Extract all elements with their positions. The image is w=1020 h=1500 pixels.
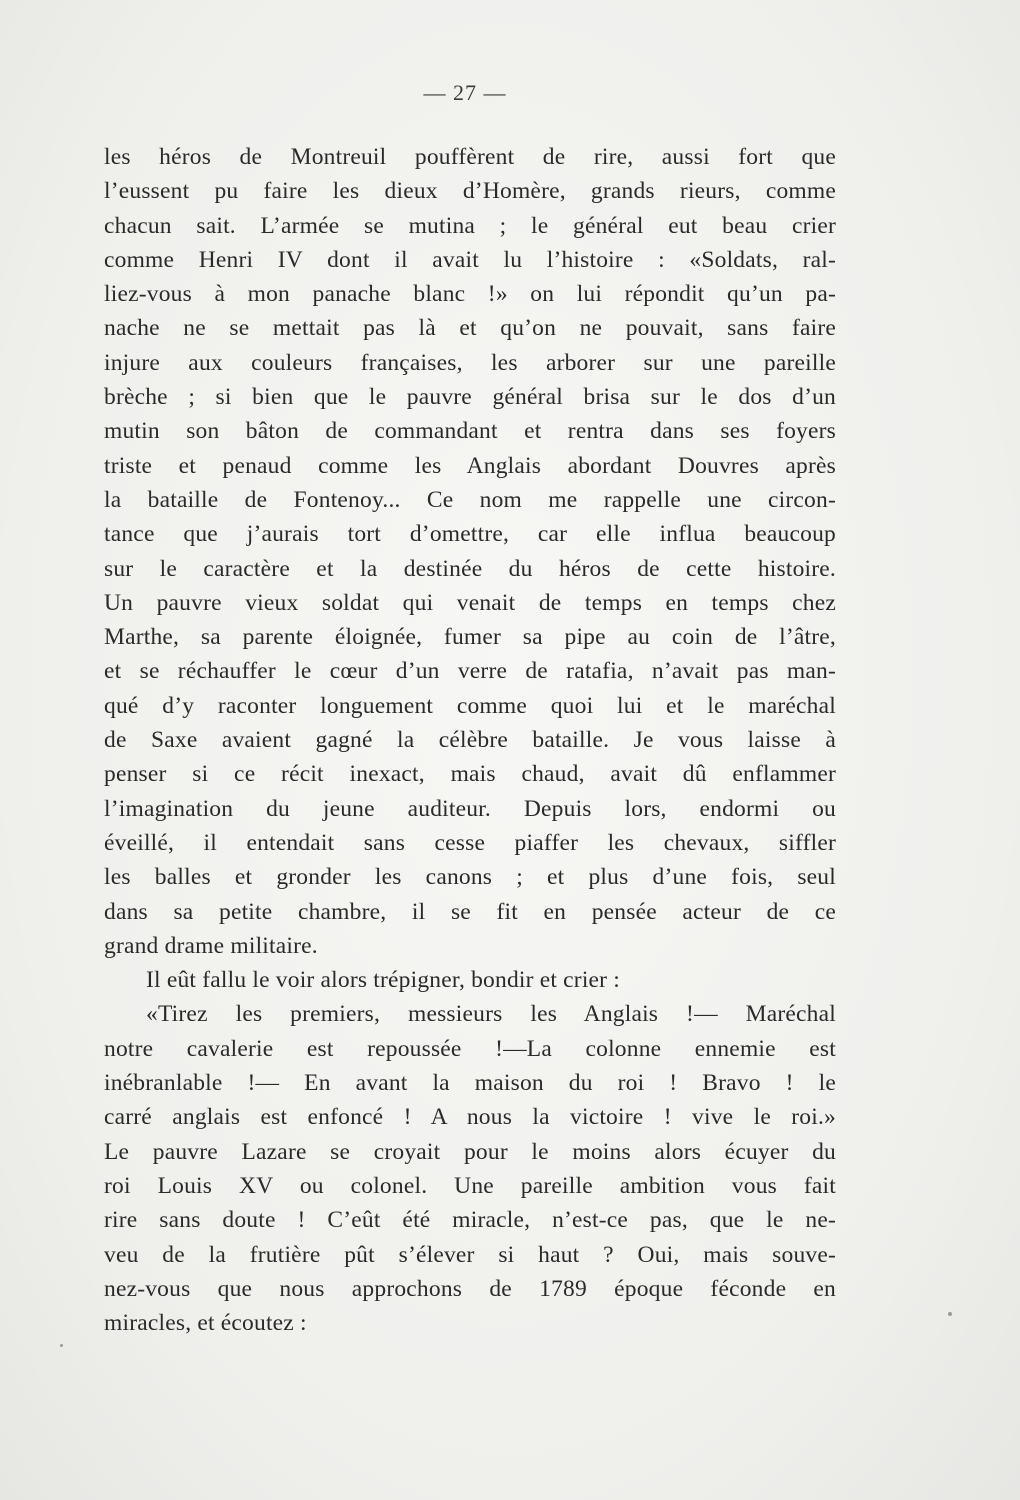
text-line: injure aux couleurs françaises, les arborer sur une pareille	[104, 349, 836, 376]
text-line: dans sa petite chambre, il se fit en pensée acteur de ce	[104, 898, 836, 925]
text-line: la bataille de Fontenoy... Ce nom me rappelle une circon-	[104, 486, 836, 513]
text-line: qué d’y raconter longuement comme quoi lui et le maréchal	[104, 692, 836, 719]
text-line: l’eussent pu faire les dieux d’Homère, grands rieurs, comme	[104, 178, 836, 205]
paper-speck	[948, 1312, 952, 1316]
page-number: — 27 —	[423, 80, 507, 105]
text-line: triste et penaud comme les Anglais abordant Douvres après	[104, 452, 836, 479]
text-line: tance que j’aurais tort d’omettre, car elle influa beaucoup	[104, 521, 836, 548]
text-line: chacun sait. L’armée se mutina ; le général eut beau crier	[104, 212, 836, 239]
text-line: roi Louis XV ou colonel. Une pareille ambition vous fait	[104, 1172, 836, 1199]
text-line: Marthe, sa parente éloignée, fumer sa pipe au coin de l’âtre,	[104, 624, 836, 651]
text-line: miracles, et écoutez :	[104, 1310, 307, 1337]
text-line: inébranlable !— En avant la maison du roi ! Bravo ! le	[104, 1070, 836, 1097]
text-line: et se réchauffer le cœur d’un verre de ratafia, n’avait pas man-	[104, 658, 836, 685]
text-line: notre cavalerie est repoussée !—La colonne ennemie est	[104, 1035, 836, 1062]
body-text	[104, 140, 836, 1340]
text-line: Le pauvre Lazare se croyait pour le moins alors écuyer du	[104, 1138, 836, 1165]
text-line: l’imagination du jeune auditeur. Depuis lors, endormi ou	[104, 795, 836, 822]
text-line: mutin son bâton de commandant et rentra dans ses foyers	[104, 418, 836, 445]
text-line: carré anglais est enfoncé ! A nous la victoire ! vive le roi.»	[104, 1104, 836, 1131]
text-line: sur le caractère et la destinée du héros de cette histoire.	[104, 555, 836, 582]
text-line: «Tirez les premiers, messieurs les Anglais !— Maréchal	[146, 1001, 836, 1028]
text-line: liez-vous à mon panache blanc !» on lui répondit qu’un pa-	[104, 281, 836, 308]
text-line: les héros de Montreuil pouffèrent de rire, aussi fort que	[104, 144, 836, 170]
text-line: les balles et gronder les canons ; et plus d’une fois, seul	[104, 864, 836, 891]
text-line: Un pauvre vieux soldat qui venait de temps en temps chez	[104, 589, 836, 616]
paper-speck	[60, 1344, 63, 1347]
text-line: penser si ce récit inexact, mais chaud, avait dû enflammer	[104, 761, 836, 788]
text-line: veu de la frutière pût s’élever si haut ? Oui, mais souve-	[104, 1241, 836, 1268]
text-line: comme Henri IV dont il avait lu l’histoire : «Soldats, ral-	[104, 246, 836, 273]
text-line: brèche ; si bien que le pauvre général brisa sur le dos d’un	[104, 384, 836, 411]
text-line: Il eût fallu le voir alors trépigner, bondir et crier :	[146, 967, 621, 994]
text-line: nache ne se mettait pas là et qu’on ne pouvait, sans faire	[104, 315, 836, 342]
text-line: éveillé, il entendait sans cesse piaffer les chevaux, siffler	[104, 829, 836, 856]
text-line: grand drame militaire.	[104, 932, 318, 959]
text-line: nez-vous que nous approchons de 1789 époque féconde en	[104, 1275, 836, 1302]
text-line: rire sans doute ! C’eût été miracle, n’est-ce pas, que le ne-	[104, 1207, 836, 1234]
text-line: de Saxe avaient gagné la célèbre bataille. Je vous laisse à	[104, 727, 836, 754]
